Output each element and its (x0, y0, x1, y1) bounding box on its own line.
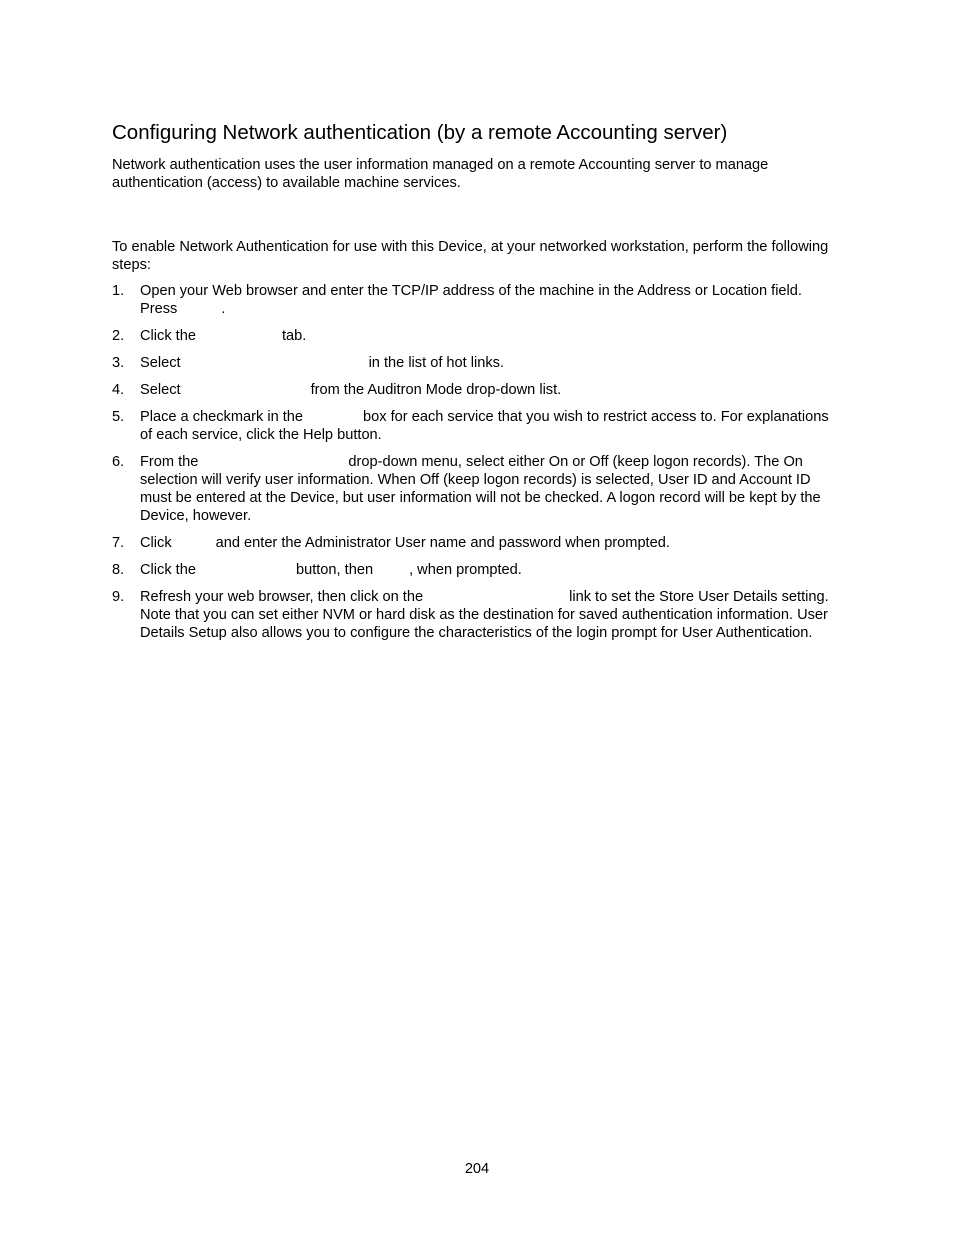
step-text: Click (140, 535, 172, 551)
step-number: 3. (112, 355, 125, 371)
list-item (112, 282, 832, 318)
step-text: Refresh your web browser, then click on the (140, 589, 424, 605)
step-number: 6. (112, 454, 125, 470)
step-text: Select (140, 355, 181, 371)
step-number: 8. (112, 562, 125, 578)
step-text: Open your Web browser and enter the TCP/IP address of the machine in the Address or Location field. Press (140, 283, 802, 317)
list-item (112, 354, 832, 372)
step-number: 9. (112, 589, 125, 605)
list-item (112, 408, 832, 444)
step-text: and enter the Administrator User name and password when prompted. (215, 535, 670, 551)
step-number: 1. (112, 283, 125, 299)
step-number: 7. (112, 535, 125, 551)
list-item (112, 588, 832, 642)
step-number: 5. (112, 409, 125, 425)
steps-lead-paragraph: To enable Network Authentication for use with this Device, at your networked workstation, perform the following steps: (112, 239, 829, 273)
list-item (112, 327, 832, 345)
step-text: in the list of hot links. (368, 355, 505, 371)
page-number: 204 (464, 1161, 490, 1177)
step-text: From the (140, 454, 199, 470)
step-number: 4. (112, 382, 125, 398)
list-item (112, 453, 832, 525)
step-text: button, then (295, 562, 374, 578)
step-text: , when prompted. (409, 562, 522, 578)
step-text: . (221, 301, 226, 317)
step-text: tab. (281, 328, 307, 344)
steps-list (112, 282, 832, 642)
step-text: Select (140, 382, 181, 398)
step-text: box for each service that you wish to restrict access to. For explanations of each service, click the Help button. (140, 409, 829, 443)
step-text: Click the (140, 562, 196, 578)
step-text: drop-down menu, select either On or Off (keep logon records). The On selection will verify user information. When Off (keep logon records) is selected, User ID and Account ID must be entered at the Device, but user information will not be checked. A logon record will be kept by the Device, however. (140, 454, 821, 524)
step-text: Click the (140, 328, 196, 344)
step-text: link to set the Store User Details setting. Note that you can set either NVM or hard disk as the destination for saved authentication information. User Details Setup also allows you to configure the characteristics of the login prompt for User Authentication. (140, 589, 829, 641)
list-item (112, 561, 832, 579)
step-number: 2. (112, 328, 125, 344)
document-body (112, 120, 832, 651)
step-text: from the Auditron Mode drop-down list. (310, 382, 562, 398)
section-heading: Configuring Network authentication (by a remote Accounting server) (112, 121, 728, 144)
list-item (112, 534, 832, 552)
intro-paragraph: Network authentication uses the user information managed on a remote Accounting server to manage authentication (access) to available machine services. (112, 157, 769, 191)
step-text: Place a checkmark in the (140, 409, 304, 425)
list-item (112, 381, 832, 399)
